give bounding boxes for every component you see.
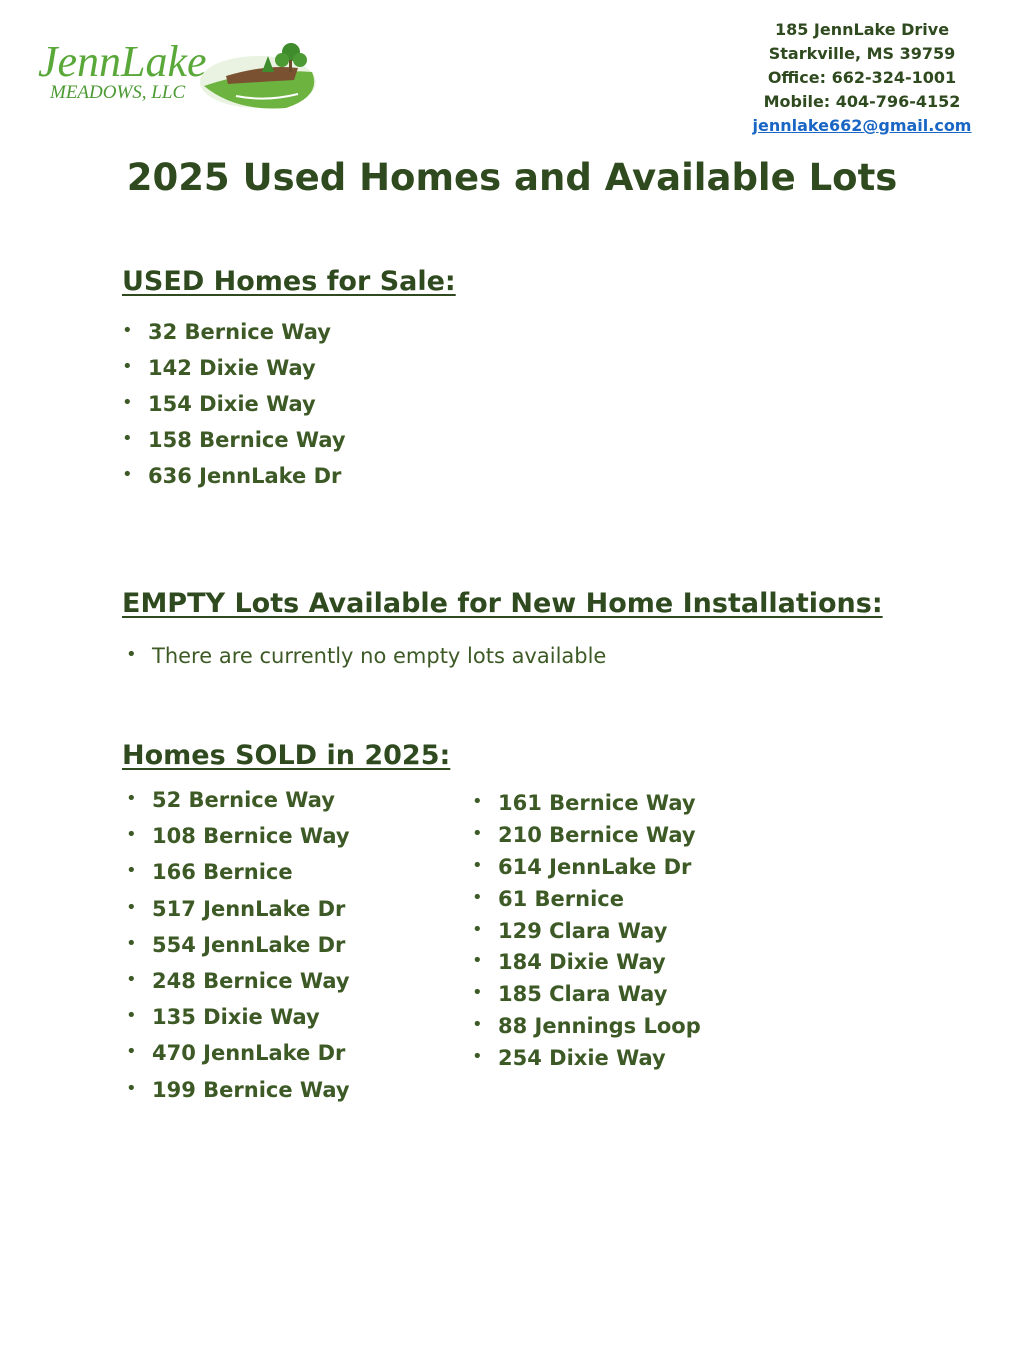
list-item: • 158 Bernice Way [122,428,346,464]
list-item: • 254 Dixie Way [472,1046,701,1078]
used-homes-list [122,320,346,500]
page-title: 2025 Used Homes and Available Lots [126,156,898,199]
list-item: • 199 Bernice Way [126,1078,350,1114]
empty-lots-heading: EMPTY Lots Available for New Home Installations: [122,588,883,619]
contact-office-phone: Office: 662-324-1001 [767,68,957,87]
company-logo [36,36,326,116]
list-item: • 161 Bernice Way [472,791,701,823]
list-item: • There are currently no empty lots available [126,644,606,668]
list-item: • 135 Dixie Way [126,1005,350,1041]
list-item: • 185 Clara Way [472,982,701,1014]
list-item: • 614 JennLake Dr [472,855,701,887]
logo-subtitle: MEADOWS, LLC [50,82,186,103]
used-homes-heading: USED Homes for Sale: [122,266,456,297]
sold-homes-list-right [472,791,701,1078]
list-item: • 129 Clara Way [472,919,701,951]
list-item: • 517 JennLake Dr [126,897,350,933]
list-item: • 142 Dixie Way [122,356,346,392]
contact-city: Starkville, MS 39759 [768,44,956,63]
contact-block [742,18,982,138]
sold-homes-list-left [126,788,350,1114]
list-item: • 108 Bernice Way [126,824,350,860]
list-item: • 32 Bernice Way [122,320,346,356]
contact-email-link[interactable]: jennlake662@gmail.com [752,116,972,135]
empty-lots-list [126,644,606,668]
contact-mobile-phone: Mobile: 404-796-4152 [763,92,961,111]
list-item: • 554 JennLake Dr [126,933,350,969]
list-item: • 166 Bernice [126,860,350,896]
list-item: • 248 Bernice Way [126,969,350,1005]
list-item: • 184 Dixie Way [472,950,701,982]
list-item: • 154 Dixie Way [122,392,346,428]
list-item: • 61 Bernice [472,887,701,919]
list-item: • 88 Jennings Loop [472,1014,701,1046]
logo-graphic [36,36,326,116]
list-item: • 210 Bernice Way [472,823,701,855]
list-item: • 52 Bernice Way [126,788,350,824]
list-item: • 470 JennLake Dr [126,1041,350,1077]
logo-wordmark: JennLake [38,37,207,86]
contact-street: 185 JennLake Drive [774,20,950,39]
list-item: • 636 JennLake Dr [122,464,346,500]
sold-homes-heading: Homes SOLD in 2025: [122,740,451,771]
